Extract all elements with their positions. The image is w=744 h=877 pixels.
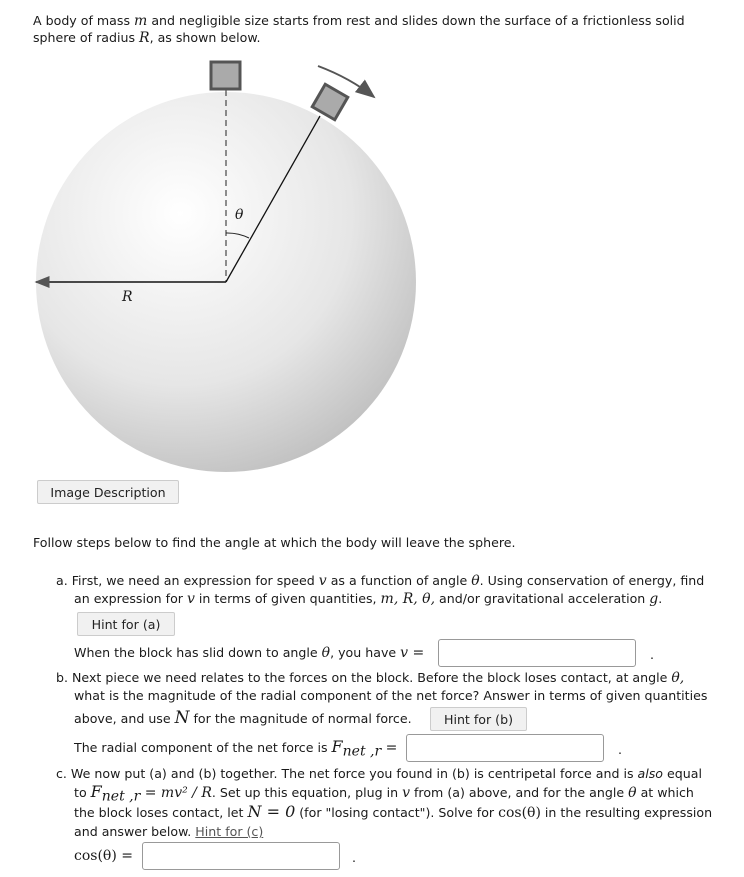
theta-label: θ — [235, 207, 244, 223]
period: . — [352, 850, 357, 865]
hint-c-link[interactable]: Hint for (c) — [195, 824, 264, 839]
intro-line-1: A body of mass m and negligible size starts from rest and slides down the surface of a frictionless solid — [33, 13, 685, 29]
answer-a-input[interactable] — [438, 639, 636, 667]
intro-line-2: sphere of radius R, as shown below. — [33, 30, 261, 46]
part-c-line-4: and answer below. Hint for (c) — [74, 824, 264, 839]
period: . — [650, 647, 655, 662]
sphere-diagram — [0, 50, 440, 480]
block-sliding — [312, 84, 348, 120]
part-b-line-1: b. Next piece we need relates to the forces on the block. Before the block loses contact, at angle θ, — [56, 670, 685, 686]
part-c-line-3: the block loses contact, let N = 0 (for "losing contact"). Solve for cos(θ) in the resulting expression — [74, 802, 713, 821]
part-c-line-1: c. We now put (a) and (b) together. The net force you found in (b) is centripetal force and is also equal — [56, 766, 702, 781]
image-description-button[interactable]: Image Description — [37, 480, 179, 504]
part-a-prompt: When the block has slid down to angle θ, you have v = — [74, 645, 425, 661]
part-c-line-2: to $F_{net ,r} = mv^2 / R$. Set up this equation, plug in v from (a) above, and for the angle θ at which — [74, 782, 694, 805]
part-b-prompt: The radial component of the net force is $F_{net ,r}$ = — [74, 737, 398, 760]
hint-b-button[interactable]: Hint for (b) — [430, 707, 527, 731]
part-b-line-2: what is the magnitude of the radial component of the net force? Answer in terms of given quantities — [74, 688, 708, 703]
block-top — [211, 62, 240, 89]
part-a-line-1: a. First, we need an expression for speed v as a function of angle θ. Using conservation of energy, find — [56, 573, 705, 589]
hint-a-button[interactable]: Hint for (a) — [77, 612, 175, 636]
instructions: Follow steps below to find the angle at which the body will leave the sphere. — [33, 535, 516, 550]
answer-b-input[interactable] — [406, 734, 604, 762]
cos-label: cos(θ) = — [74, 848, 133, 864]
part-a-line-2: an expression for v in terms of given quantities, m, R, θ, and/or gravitational acceleration g. — [74, 591, 663, 607]
answer-c-input[interactable] — [142, 842, 340, 870]
period: . — [618, 742, 623, 757]
part-b-line-3: above, and use N for the magnitude of normal force. — [74, 708, 412, 728]
radius-label: R — [122, 289, 133, 305]
